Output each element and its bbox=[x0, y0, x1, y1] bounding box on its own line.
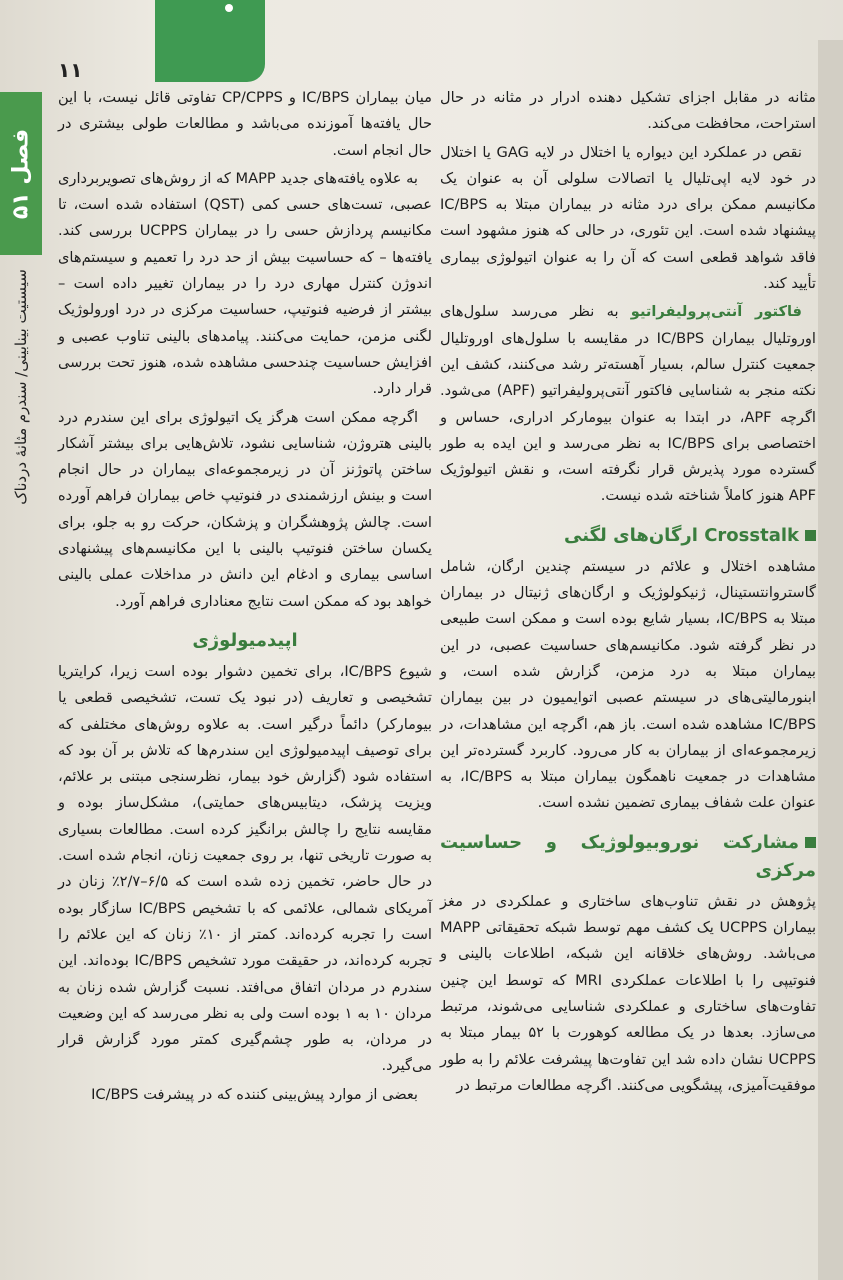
square-bullet-icon bbox=[805, 837, 816, 848]
section-heading-crosstalk: Crosstalk ارگان‌های لگنی bbox=[440, 522, 816, 550]
paragraph bbox=[440, 299, 816, 509]
section-heading-epidemiology: اپیدمیولوژی bbox=[192, 629, 298, 651]
chapter-tab bbox=[0, 92, 42, 255]
page-number: ۱۱ bbox=[58, 58, 83, 82]
paragraph: به علاوه یافته‌های جدید MAPP که از روش‌های تصویربرداری عصبی، تست‌های حسی کمی (QST) استفاده شده است، تا مکانیسم پردازش حسی را در بیماران UCPPS بررسی کند. یافته‌ها – که حساسیت بیش از حد درد را تعمیم و سیستم‌های اندوژن کنترل مهاری درد را در بیماران تغییر داده است – بیشتر از فرضیه فنوتیپ، حساسیت مرکزی در درد اورولوژیک لگنی مزمن، حمایت می‌کنند. پیامدهای بالینی تناوب عصبی و افزایش حساسیت چندحسی مشاهده شده، هنوز تحت بررسی قرار دارد. bbox=[58, 169, 433, 398]
paragraph: نقص در عملکرد این دیواره یا اختلال در لایه GAG یا اختلال در خود لایه اپی‌تلیال یا اتصالات سلولی آن به عنوان یک مکانیسم ممکن برای درد مثانه در بیماران مبتلا به IC/BPS پیشنهاد شده است. این تئوری، در حالی که هنوز مشهود است فاقد شواهد قطعی است که آن را به عنوان اتیولوژی بیماری تأیید کند. bbox=[440, 143, 816, 293]
paragraph: مثانه در مقابل اجزای تشکیل دهنده ادرار در مثانه در حال استراحت، محافظت می‌کند. bbox=[440, 89, 816, 133]
apf-paragraph-text: به نظر می‌رسد سلول‌های اوروتلیال بیماران IC/BPS در مقایسه با سلول‌های اوروتلیال جمعیت کنترل سالم، بسیار آهسته‌تر رشد می‌کنند، کشف این نکته منجر به شناسایی فاکتور آنتی‌پرولیفراتیو (APF) می‌شود. اگرچه APF، در ابتدا به عنوان بیومارکر ادراری، حساس و اختصاصی برای IC/BPS به نظر می‌رسد و این ایده به طور گسترده مورد پذیرش قرار نگرفته است، و نقش اتیولوژیک APF هنوز کاملاً شناخته شده نیست. bbox=[440, 303, 817, 505]
paragraph: پژوهش در نقش تناوب‌های ساختاری و عملکردی در مغز بیماران UCPPS یک کشف مهم توسط شبکه تحقیقاتی MAPP می‌باشد. روش‌های خلاقانه این شبکه، اطلاعات بالینی و فنوتیپی را با اطلاعات عملکردی MRI که توسط این چنین تفاوت‌های ساختاری و عملکردی شناسایی می‌شوند، مرتبط می‌سازد. بعدها در یک مطالعه کوهورت با ۵۲ بیمار مبتلا به UCPPS نشان داده شد این تفاوت‌ها پیشرفت علائم را به طور موفقیت‌آمیزی، پیشگویی می‌کنند. اگرچه مطالعات مرتبط در bbox=[440, 892, 817, 1094]
adjacent-page-edge bbox=[818, 40, 843, 1280]
header-decoration bbox=[155, 0, 265, 82]
running-head bbox=[0, 262, 42, 512]
right-column bbox=[440, 85, 816, 1101]
left-column bbox=[58, 85, 432, 1110]
paragraph: میان بیماران IC/BPS و CP/CPPS تفاوتی قائل نیست، با این حال یافته‌ها آموزنده می‌باشد و مطالعات طولی بیشتری در حال انجام است. bbox=[58, 89, 432, 159]
paragraph: مشاهده اختلال و علائم در سیستم چندین ارگان، شامل گاستروانتستینال، ژنیکولوژیک و ارگان‌های ژنیتال در بیماران مبتلا به IC/BPS، بسیار شایع بوده است و ممکن است طبیعی در نظر گرفته شود. مکانیسم‌های حساسیت عصبی، در این بیماران مبتلا به درد مزمن، گزارش شده است، و ابنورمالیتی‌های در سیستم عصبی اتوایمیون در بین بیماران IC/BPS مشاهده شده است. باز هم، اگرچه این مشاهدات، در زیرمجموعه‌ای از بیماران به کار می‌رود. کاربرد گسترده‌تر این مشاهدات در جمعیت ناهمگون بیماران مبتلا به IC/BPS، به عنوان علت شفاف بیماری تضمین نشده است. bbox=[440, 557, 816, 812]
paragraph: اگرچه ممکن است هرگز یک اتیولوژی برای این سندرم درد بالینی هتروژن، شناسایی نشود، تلاش‌هایی برای بیشتر آشکار ساختن پاتوژنز آن در زیرمجموعه‌ای بیماران در حال انجام است و بینش ارزشمندی در فنوتیپ خاص بیماران فراهم آورده است. چالش پژوهشگران و پزشکان، حرکت رو به جلو، برای یکسان ساختن فنوتیپ بالینی با این مکانیسم‌های پیشنهادی اساسی بیماری و ادغام این دانش در مداخلات عملی بالینی خواهد بود که ممکن است نتایج معناداری فراهم آورد. bbox=[58, 408, 432, 610]
section-heading-neurobiology: مشارکت نوروبیولوژیک و حساسیت مرکزی bbox=[440, 831, 816, 881]
square-bullet-icon bbox=[805, 530, 816, 541]
chapter-tab-label: فصل ۵۱ bbox=[8, 128, 34, 219]
paragraph: شیوع IC/BPS، برای تخمین دشوار بوده است زیرا، کرایتریا تشخیصی و تعاریف (در نبود یک تست، تشخیصی قطعی یا بیومارکر) دائماً درگیر است. به علاوه روش‌های مختلفی که برای توصیف اپیدمیولوژی این سندرم‌ها که تلاش بر آن بود که استفاده شود (گزارش خود بیمار، نظرسنجی مبتنی بر علائم، ویزیت پزشک، دیتابیس‌های حمایتی)، مشکل‌ساز بوده و مقایسه نتایج را چالش برانگیز کرده است. مطالعات بسیاری به صورت تاریخی تنها، بر روی جمعیت زنان، انجام شده است. در حال حاضر، تخمین زده شده است که ۶/۵–۲/۷٪ زنان در آمریکای شمالی، علائمی که با تشخیص IC/BPS سازگار بوده است را تجربه کرده‌اند. کمتر از ۱۰٪ زنان که این علائم را تجربه کرده‌اند، در حقیقت مورد تشخیص IC/BPS بوده‌اند. این سندرم در مردان اتفاق می‌افتد. نسبت گزارش شده زنان به مردان ۱۰ به ۱ بوده است ولی به نظر می‌رسد که این وضعیت در مردان، به طور چشم‌گیری کمتر مورد گزارش قرار می‌گیرد. bbox=[58, 662, 433, 1075]
running-head-label: سیستیت بینابینی/ سندرم مثانهٔ دردناک bbox=[12, 269, 30, 505]
apf-term: فاکتور آنتی‌پرولیفراتیو bbox=[630, 303, 802, 321]
paragraph: بعضی از موارد پیش‌بینی کننده که در پیشرفت IC/BPS bbox=[91, 1085, 418, 1103]
